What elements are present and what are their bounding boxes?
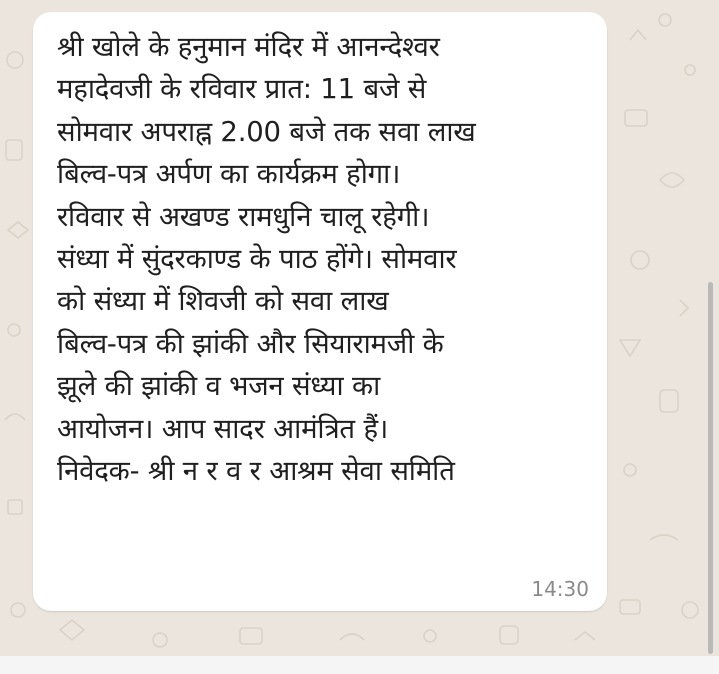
message-timestamp: 14:30	[531, 577, 589, 601]
scrollbar-thumb[interactable]	[708, 282, 713, 654]
message-line: रविवार से अखण्ड रामधुनि चालू रहेगी।	[57, 200, 430, 233]
message-text	[57, 26, 587, 492]
message-bubble[interactable]	[33, 12, 607, 611]
message-line: बिल्व-पत्र अर्पण का कार्यक्रम होगा।	[57, 158, 401, 191]
message-line: आयोजन। आप सादर आमंत्रित हैं।	[57, 412, 389, 445]
bottom-bar	[0, 656, 719, 674]
message-line: श्री खोले के हनुमान मंदिर में आनन्देश्वर	[57, 31, 440, 63]
message-line: संध्या में सुंदरकाण्ड के पाठ होंगे। सोमवार	[57, 243, 457, 276]
message-line: निवेदक- श्री न र व र आश्रम सेवा समिति	[57, 455, 455, 488]
message-line: सोमवार अपराह्न 2.00 बजे तक सवा लाख	[57, 115, 476, 148]
message-line: बिल्व-पत्र की झांकी और सियारामजी के	[57, 327, 444, 360]
message-line: महादेवजी के रविवार प्रात: 11 बजे से	[57, 73, 427, 106]
message-line: झूले की झांकी व भजन संध्या का	[57, 370, 381, 403]
message-line: को संध्या में शिवजी को सवा लाख	[57, 285, 389, 318]
